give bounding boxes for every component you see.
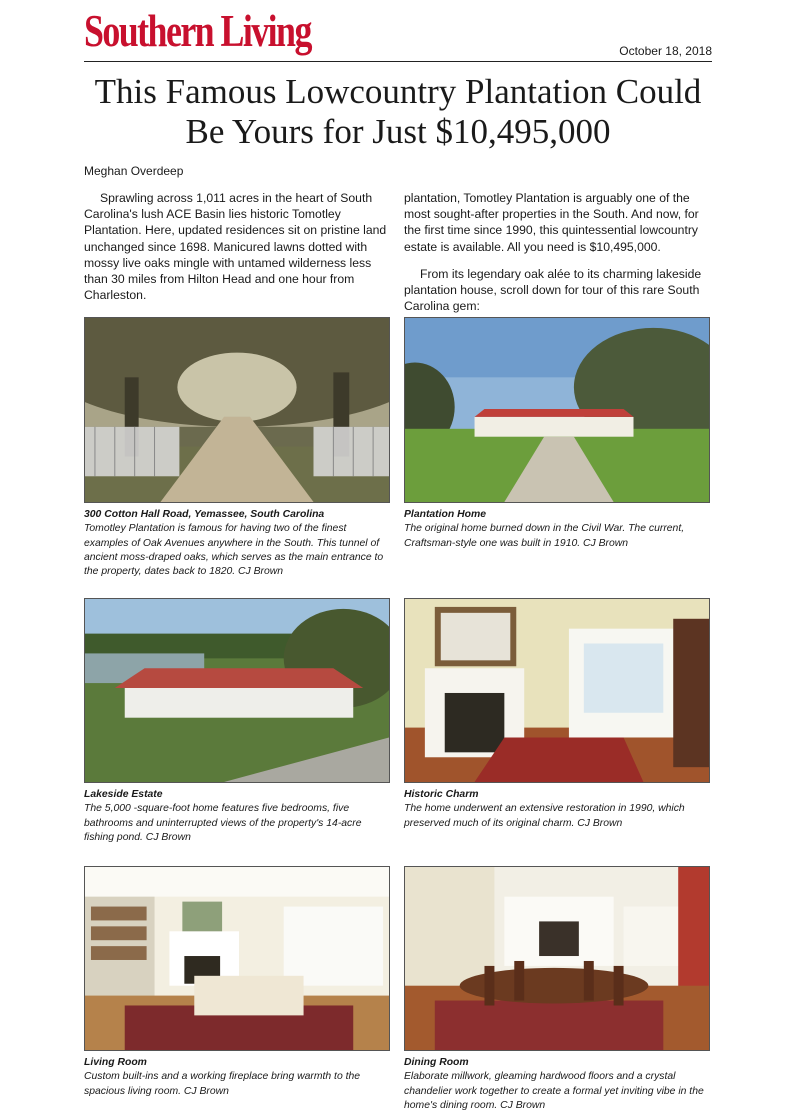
photo-title: Lakeside Estate <box>84 789 163 800</box>
body-column-right <box>404 190 710 325</box>
photo-living-room <box>84 866 390 1051</box>
photo-title: Historic Charm <box>404 789 479 800</box>
photo-oak-avenue <box>84 317 390 503</box>
photo-caption <box>404 1056 710 1113</box>
photo-caption-text: Custom built-ins and a working fireplace bring warmth to the spacious living room. CJ Brown <box>84 1071 361 1097</box>
publication-date: October 18, 2018 <box>619 44 712 58</box>
photo-lakeside-estate <box>84 598 390 783</box>
paragraph: Sprawling across 1,011 acres in the heart of South Carolina's lush ACE Basin lies historic Tomotley Plantation. Here, updated residences sit on pristine land unchanged since 1698. Manicured lawns dotted with mossy live oaks mingle with untamed wilderness less than 30 miles from Hilton Head and one hour from Charleston. <box>84 191 387 303</box>
article-headline: This Famous Lowcountry Plantation Could Be Yours for Just $10,495,000 <box>94 72 702 151</box>
photo-plantation-home <box>404 317 710 503</box>
photo-title: 300 Cotton Hall Road, Yemassee, South Carolina <box>84 509 325 520</box>
photo-caption-text: Elaborate millwork, gleaming hardwood floors and a crystal chandelier work together to create a formal yet inviting vibe in the home's dining room. CJ Brown <box>404 1071 704 1111</box>
photo-caption <box>84 1056 390 1099</box>
photo-caption-text: The 5,000 -square-foot home features five bedrooms, five bathrooms and uninterrupted views of the property's 14-acre fishing pond. CJ Brown <box>84 803 362 843</box>
photo-caption <box>84 788 390 845</box>
photo-dining-room <box>404 866 710 1051</box>
photo-title: Dining Room <box>404 1057 469 1068</box>
photo-caption-text: The home underwent an extensive restoration in 1990, which preserved much of its original charm. CJ Brown <box>404 803 685 829</box>
photo-caption <box>84 508 390 579</box>
masthead-rule <box>84 61 712 62</box>
photo-historic-charm <box>404 598 710 783</box>
photo-title: Plantation Home <box>404 509 486 520</box>
paragraph: plantation, Tomotley Plantation is arguably one of the most sought-after properties in the South. And now, for the first time since 1990, this quintessential lowcountry estate is available. All you need is $10,495,000. <box>404 191 699 254</box>
paragraph: From its legendary oak alée to its charming lakeside plantation house, scroll down for tour of this rare South Carolina gem: <box>404 266 702 314</box>
photo-caption <box>404 508 710 551</box>
photo-caption <box>404 788 710 831</box>
photo-title: Living Room <box>84 1057 147 1068</box>
southern-living-logo: Southern Living <box>84 5 311 56</box>
photo-caption-text: The original home burned down in the Civil War. The current, Craftsman-style one was built in 1910. CJ Brown <box>404 523 685 549</box>
byline: Meghan Overdeep <box>84 164 184 178</box>
photo-caption-text: Tomotley Plantation is famous for having two of the finest examples of Oak Avenues anywhere in the South. This tunnel of ancient moss-draped oaks, which serves as the main entrance to the property, dates back to 1820. CJ Brown <box>84 523 384 578</box>
